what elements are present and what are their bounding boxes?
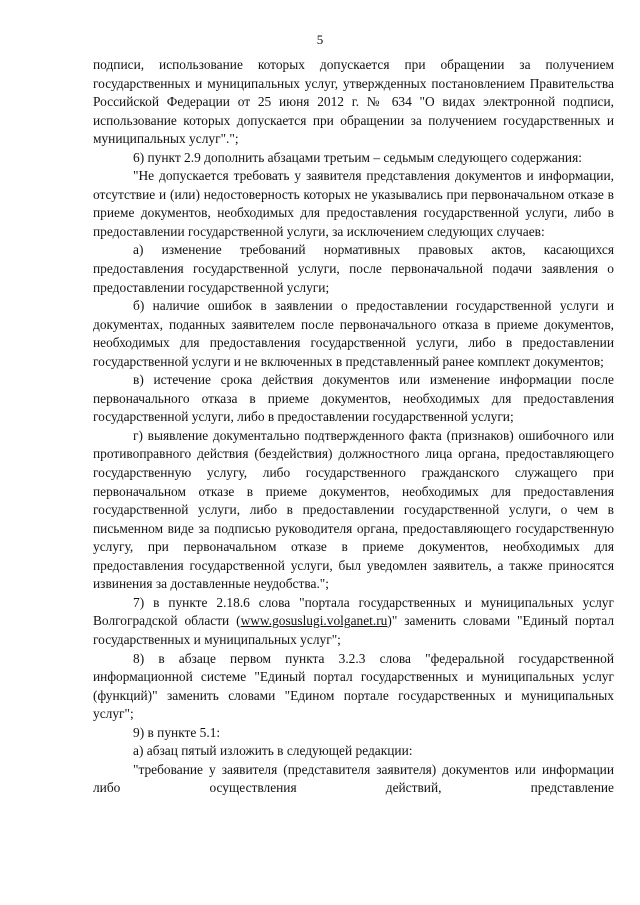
paragraph-item-6: 6) пункт 2.9 дополнить абзацами третьим – седьмым следующего содержания: — [133, 149, 582, 165]
paragraph-subitem-v: в) истечение срока действия документов или изменение информации после первоначального отказа в приеме документов, необходимых для предоставления государственной услуги, либо в предоставлении государственной услуги; — [93, 372, 614, 425]
document-body — [93, 56, 614, 798]
paragraph-item-7 — [93, 594, 614, 650]
paragraph-subitem-b: б) наличие ошибок в заявлении о предоставлении государственной услуги и документах, поданных заявителем после первоначального отказа в приеме документов, необходимых для предоставления государственной услуги, либо в предоставлении государственной услуги и не включенных в представленный ранее комплект документов; — [93, 298, 614, 369]
paragraph-quote-intro: "Не допускается требовать у заявителя представления документов и информации, отсутствие и (или) недостоверность которых не указывались при первоначальном отказе в приеме документов, необходимых для предоставления государственной услуги, либо в предоставлении государственной услуги, за исключением следующих случаев: — [93, 168, 614, 239]
paragraph-item-9: 9) в пункте 5.1: — [133, 724, 221, 740]
paragraph-continuation: подписи, использование которых допускается при обращении за получением государственных и муниципальных услуг, утвержденных постановлением Правительства Российской Федерации от 25 июня 2012 г. № 634 "О видах электронной подписи, использование которых допускается при обращении за получением государственных и муниципальных услуг"."; — [93, 57, 614, 147]
page-number: 5 — [316, 32, 324, 47]
paragraph-requirement-quote: "требование у заявителя (представителя заявителя) документов или информации либо осуществления действий, представление — [93, 761, 614, 796]
paragraph-subitem-g: г) выявление документально подтвержденного факта (признаков) ошибочного или противоправного действия (бездействия) должностного лица органа, предоставляющего государственную услугу, либо государственного гражданского служащего при первоначальном отказе в приеме документов, необходимых для предоставления государственной услуги, либо в предоставлении государственной услуги, о чем в письменном виде за подписью руководителя органа, предоставляющего государственную услугу, при первоначальном отказе в приеме документов, необходимых для предоставления государственной услуги, был уведомлен заявитель, а также приносятся извинения за доставленные неудобства."; — [93, 427, 614, 592]
item-7-text-before: 7) в пункте 2.18.6 слова "портала государственных и муниципальных услуг Волгоградской области ( — [93, 594, 614, 629]
paragraph-item-8: 8) в абзаце первом пункта 3.2.3 слова "федеральной государственной информационной системе "Единый портал государственных и муниципальных услуг (функций)" заменить словами "Едином портале государственных и муниципальных услуг"; — [93, 650, 614, 722]
paragraph-item-9a: а) абзац пятый изложить в следующей редакции: — [133, 743, 413, 759]
gosuslugi-link[interactable]: www.gosuslugi.volganet.ru — [240, 613, 388, 629]
item-7-text-after: )" заменить словами "Единый портал государственных и муниципальных услуг"; — [93, 613, 614, 647]
paragraph-subitem-a: а) изменение требований нормативных правовых актов, касающихся предоставления государственной услуги, после первоначальной подачи заявления о предоставлении государственной услуги; — [93, 242, 614, 295]
